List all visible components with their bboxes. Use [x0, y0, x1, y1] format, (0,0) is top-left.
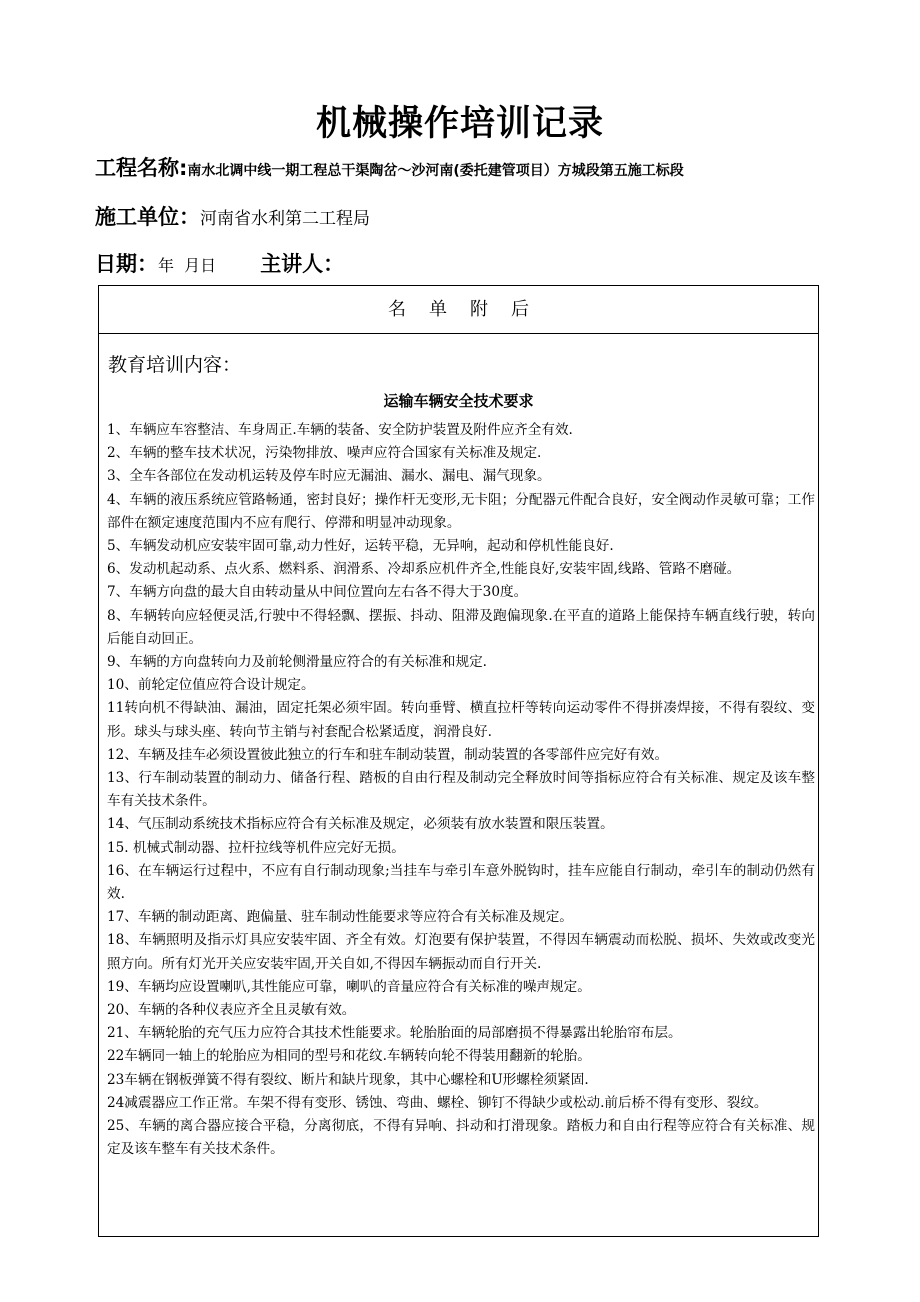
requirement-item: 10、前轮定位值应符合设计规定。 — [107, 677, 315, 694]
project-name-value: 南水北调中线一期工程总干渠陶岔～沙河南(委托建管项目）方城段第五施工标段 — [187, 163, 684, 179]
requirement-item: 2、车辆的整车技术状况，污染物排放、噪声应符合国家有关标准及规定. — [107, 445, 542, 462]
requirement-item: 20、车辆的各种仪表应齐全且灵敏有效。 — [107, 1002, 356, 1019]
requirement-item: 14、气压制动系统技术指标应符合有关标准及规定，必须装有放水装置和限压装置。 — [107, 816, 614, 833]
requirement-item: 8、车辆转向应轻便灵活,行驶中不得轻飘、摆振、抖动、阻滞及跑偏现象.在平直的道路上能保持车辆直线行驶，转向后能自动回正。 — [107, 607, 815, 647]
construction-unit-line — [95, 201, 370, 231]
document-title: 机械操作培训记录 — [315, 104, 604, 144]
requirement-item: 4、车辆的液压系统应管路畅通，密封良好；操作杆无变形,无卡阻；分配器元件配合良好，安全阀动作灵敏可靠；工作部件在额定速度范围内不应有爬行、停滞和明显冲动现象。 — [107, 491, 815, 531]
requirement-item: 25、车辆的离合器应接合平稳，分离彻底，不得有异响、抖动和打滑现象。踏板力和自由行程等应符合有关标准、规定及该车整车有关技术条件。 — [107, 1118, 815, 1158]
requirement-item: 5、车辆发动机应安装牢固可靠,动力性好，运转平稳，无异响，起动和停机性能良好. — [107, 538, 614, 555]
date-speaker-line — [95, 248, 344, 278]
project-name-line — [95, 152, 684, 182]
section-title: 运输车辆安全技术要求 — [383, 392, 534, 410]
training-record-table — [98, 285, 819, 1237]
construction-unit-value: 河南省水利第二工程局 — [200, 209, 370, 229]
requirement-item: 3、全车各部位在发动机运转及停车时应无漏油、漏水、漏电、漏气现象。 — [107, 468, 551, 485]
requirement-item: 18、车辆照明及指示灯具应安装牢固、齐全有效。灯泡要有保护装置，不得因车辆震动而松脱、损坏、失效或改变光照方向。所有灯光开关应安装牢固,开关自如,不得因车辆振动而自行开关. — [107, 932, 815, 972]
requirements-list — [107, 419, 815, 1162]
speaker-label: 主讲人： — [260, 252, 345, 276]
requirement-item: 12、车辆及挂车必须设置彼此独立的行车和驻车制动装置，制动装置的各零部件应完好有效。 — [107, 746, 669, 763]
attendee-list-note: 名单附后 — [99, 286, 818, 334]
requirement-item: 22车辆同一轴上的轮胎应为相同的型号和花纹.车辆转向轮不得装用翻新的轮胎。 — [107, 1048, 591, 1065]
requirement-item: 7、车辆方向盘的最大自由转动量从中间位置向左右各不得大于30度。 — [107, 584, 528, 601]
requirement-item: 24减震器应工作正常。车架不得有变形、锈蚀、弯曲、螺栓、铆钉不得缺少或松动.前后桥不得有变形、裂纹。 — [107, 1094, 768, 1111]
requirement-item: 9、车辆的方向盘转向力及前轮侧滑量应符合的有关标准和规定. — [107, 654, 487, 671]
requirement-item: 11转向机不得缺油、漏油，固定托架必须牢固。转向垂臂、横直拉杆等转向运动零件不得拼凑焊接，不得有裂纹、变形。球头与球头座、转向节主销与衬套配合松紧适度，润滑良好. — [107, 700, 815, 740]
requirement-item: 16、在车辆运行过程中，不应有自行制动现象;当挂车与牵引车意外脱钩时，挂车应能自行制动，牵引车的制动仍然有效. — [107, 862, 815, 903]
requirement-item: 23车辆在钢板弹簧不得有裂纹、断片和缺片现象，其中心螺栓和U形螺栓须紧固. — [107, 1071, 589, 1088]
requirement-item: 13、行车制动装置的制动力、储备行程、踏板的自由行程及制动完全释放时间等指标应符合有关标准、规定及该车整车有关技术条件。 — [107, 770, 815, 810]
project-name-label: 工程名称: — [95, 156, 188, 180]
date-label: 日期： — [95, 252, 158, 276]
requirement-item: 19、车辆均应设置喇叭,其性能应可靠，喇叭的音量应符合有关标准的噪声规定。 — [107, 978, 591, 995]
requirement-item: 6、发动机起动系、点火系、燃料系、润滑系、冷却系应机件齐全,性能良好,安装牢固,线路、管路不磨碰。 — [107, 561, 741, 578]
requirement-item: 21、车辆轮胎的充气压力应符合其技术性能要求。轮胎胎面的局部磨损不得暴露出轮胎帘布层。 — [107, 1025, 682, 1042]
requirement-item: 1、车辆应车容整洁、车身周正.车辆的装备、安全防护装置及附件应齐全有效. — [107, 422, 573, 438]
requirement-item: 15. 机械式制动器、拉杆拉线等机件应完好无损。 — [107, 839, 405, 856]
date-value: 年 月日 — [158, 256, 217, 275]
requirement-item: 17、车辆的制动距离、跑偏量、驻车制动性能要求等应符合有关标准及规定。 — [107, 909, 573, 926]
training-content-label: 教育培训内容： — [108, 354, 242, 376]
construction-unit-label: 施工单位： — [95, 205, 200, 229]
